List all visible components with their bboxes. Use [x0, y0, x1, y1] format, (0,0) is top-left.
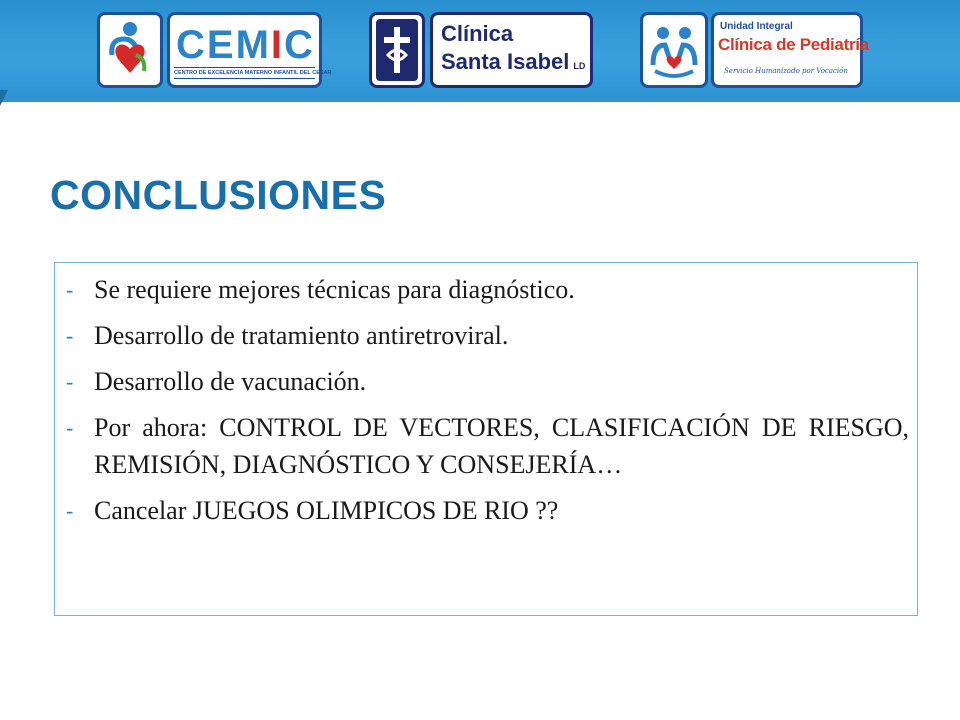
santa-isabel-line1: Clínica	[441, 21, 514, 46]
pediatria-name-logo	[711, 12, 869, 88]
santa-isabel-line2	[441, 49, 585, 75]
header-fold-decoration	[0, 90, 8, 106]
slide-title: CONCLUSIONES	[50, 172, 387, 218]
conclusions-box	[54, 262, 918, 616]
cemic-subtitle: CENTRO DE EXCELENCIA MATERNO INFANTIL DEL CESAR	[174, 67, 315, 79]
list-item	[66, 317, 909, 354]
conclusions-list	[66, 271, 909, 538]
cemic-emblem-logo	[97, 12, 163, 88]
list-item	[66, 363, 909, 400]
bullet-marker: -	[66, 415, 74, 440]
pediatria-unit-label: Unidad Integral	[720, 21, 793, 32]
family-heart-icon	[643, 15, 705, 85]
pediatria-name: Clínica de Pediatría	[718, 35, 869, 54]
cross-monogram-icon	[372, 15, 422, 85]
bullet-marker: -	[66, 498, 74, 523]
bullet-marker: -	[66, 277, 74, 302]
santa-isabel-name: Santa Isabel	[441, 49, 570, 74]
cemic-wordmark: CEMIC	[176, 23, 315, 67]
santa-isabel-emblem-logo	[369, 12, 425, 88]
pediatria-slogan: Servicio Humanizado por Vocación	[724, 67, 848, 75]
list-item	[66, 492, 909, 529]
bullet-text: Cancelar JUEGOS OLIMPICOS DE RIO ??	[94, 496, 559, 525]
list-item	[66, 409, 909, 483]
heart-mother-icon	[100, 15, 160, 85]
bullet-text: Desarrollo de vacunación.	[94, 367, 367, 396]
bullet-text: Desarrollo de tratamiento antiretroviral.	[94, 321, 509, 350]
cemic-wordmark-logo	[167, 12, 332, 88]
bullet-text: Por ahora: CONTROL DE VECTORES, CLASIFICACIÓN DE RIESGO, REMISIÓN, DIAGNÓSTICO Y CONSEJERÍA…	[94, 413, 909, 479]
pediatria-emblem-logo	[640, 12, 708, 88]
bullet-marker: -	[66, 323, 74, 348]
list-item	[66, 271, 909, 308]
cemic-letter-i: I	[270, 23, 285, 67]
bullet-marker: -	[66, 369, 74, 394]
santa-isabel-suffix: LD	[573, 61, 586, 71]
bullet-text: Se requiere mejores técnicas para diagnóstico.	[94, 275, 575, 304]
santa-isabel-name-logo	[430, 12, 593, 88]
